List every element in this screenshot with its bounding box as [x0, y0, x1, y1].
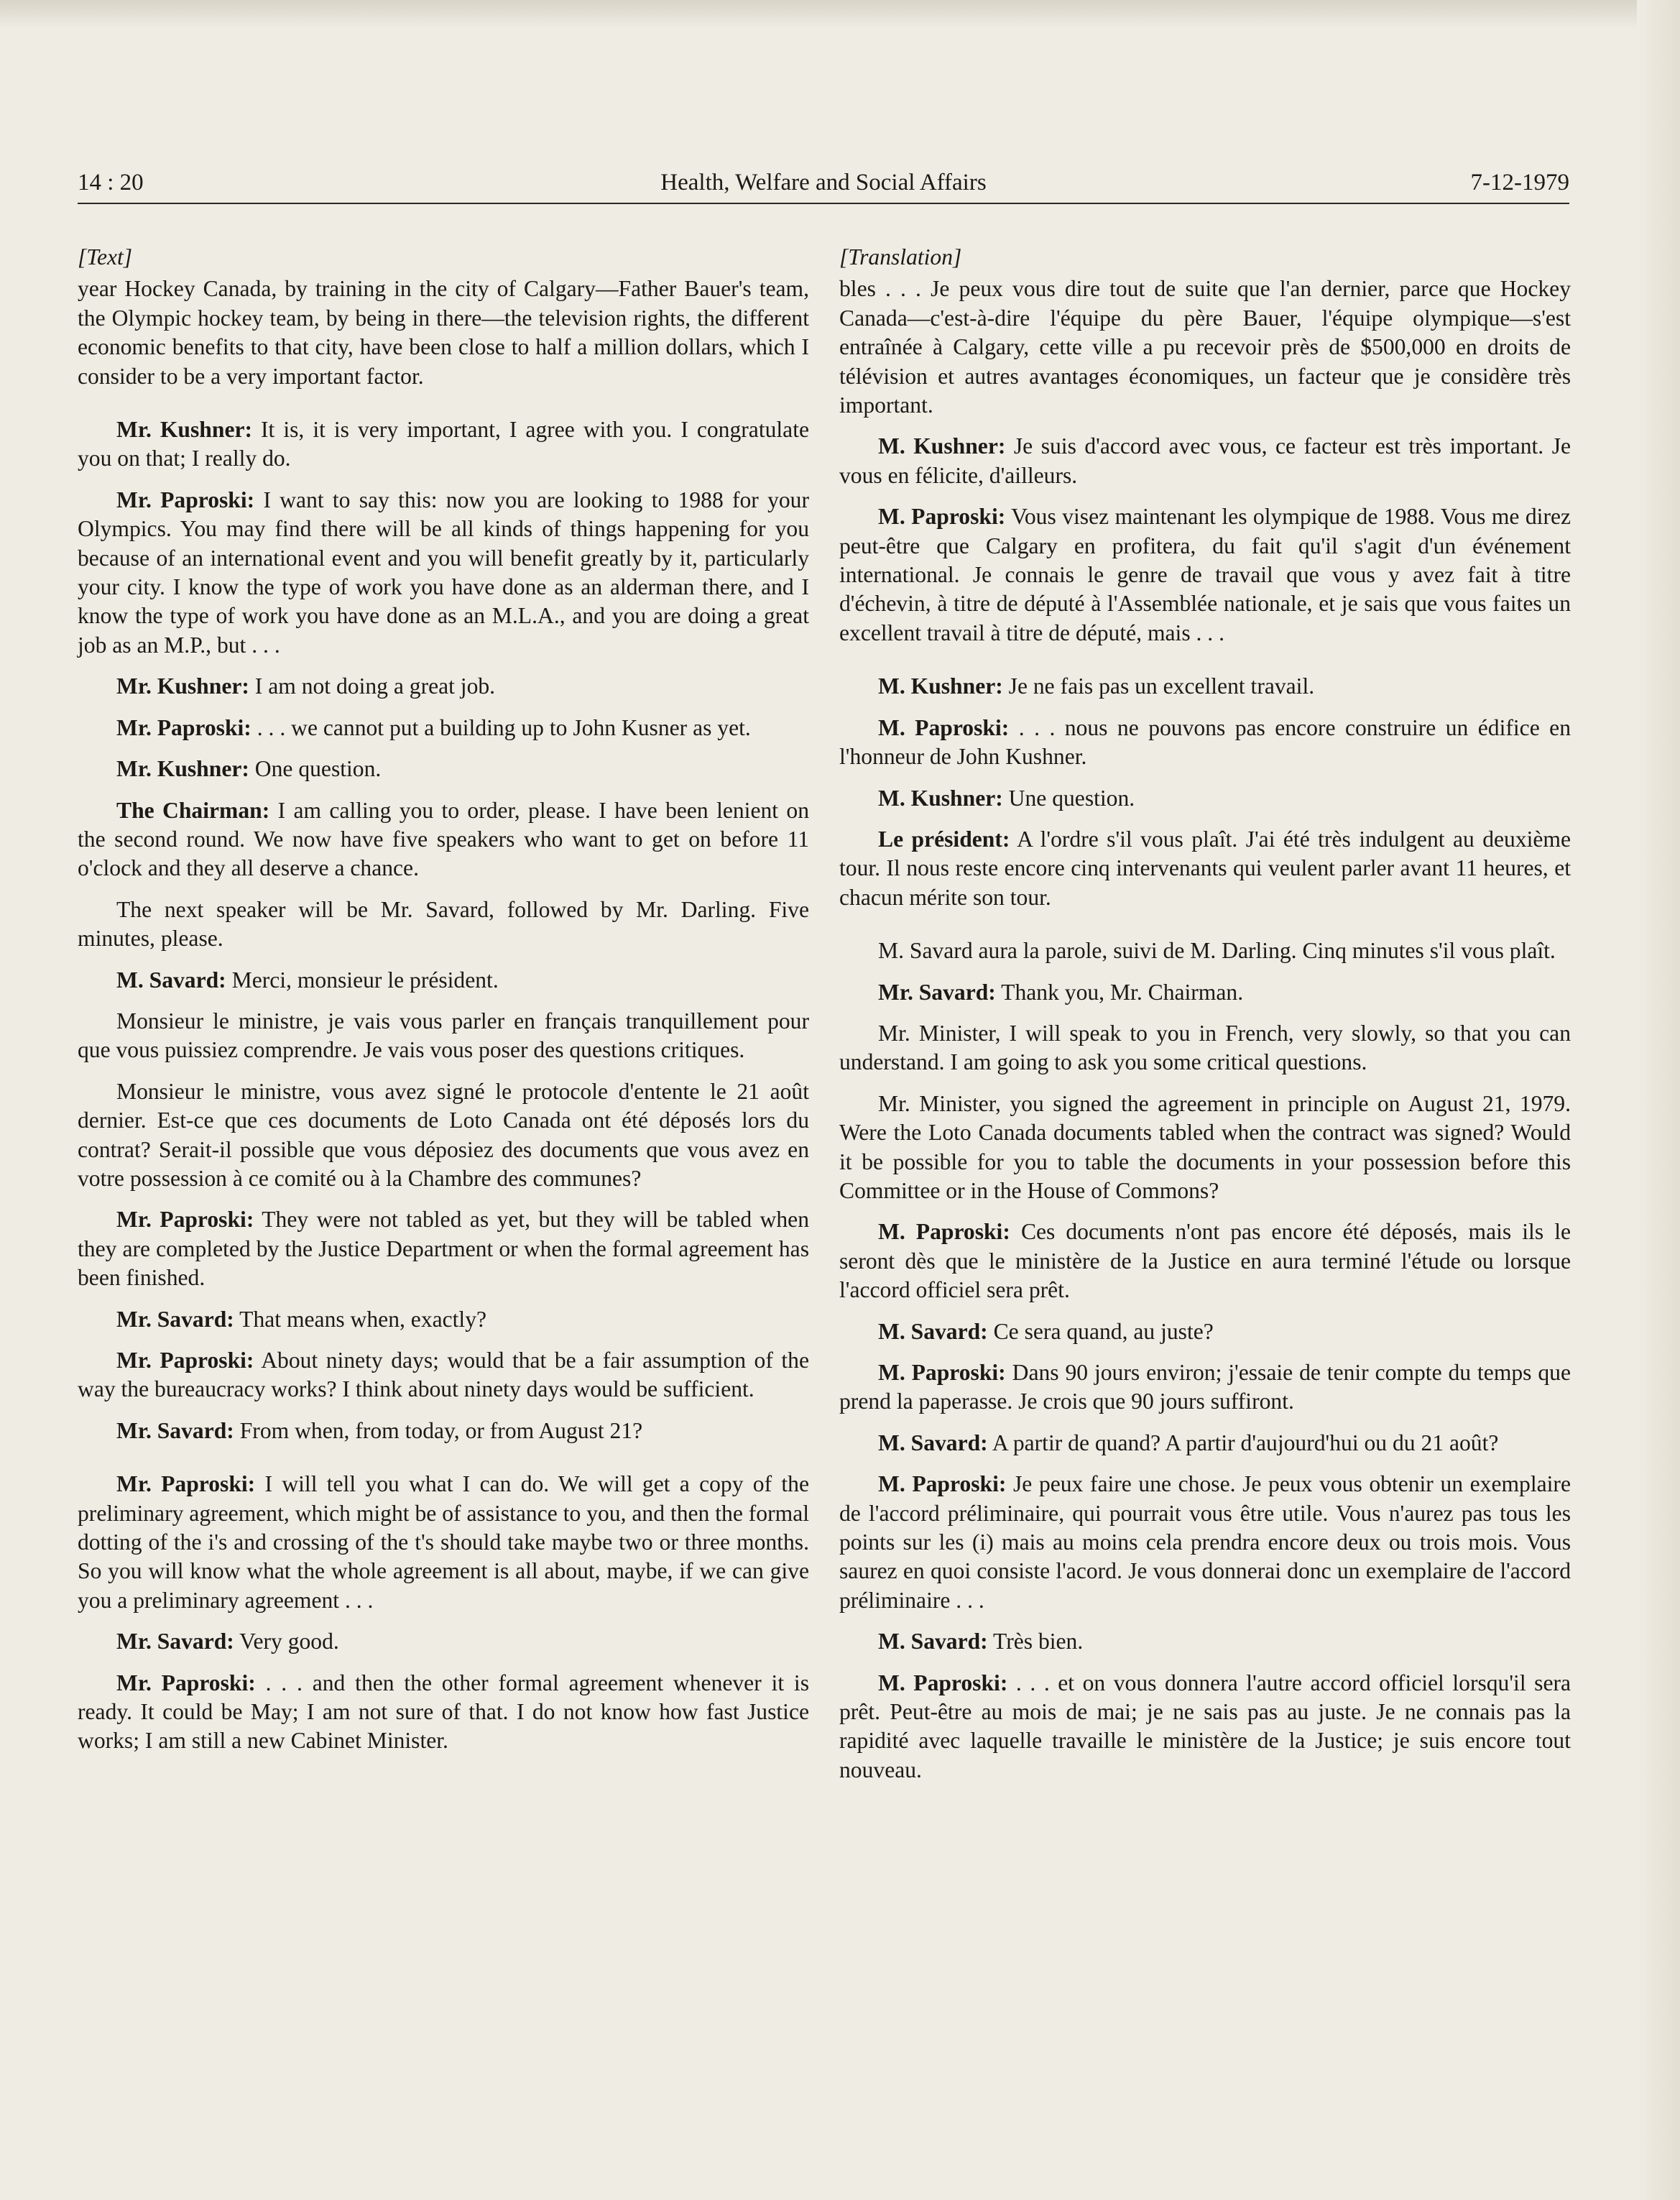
transcript-paragraph	[78, 1417, 809, 1445]
speaker-name: M. Kushner:	[878, 785, 1003, 811]
french-column	[839, 243, 1571, 1797]
page-header	[78, 167, 1569, 203]
speaker-name: Mr. Paproski:	[116, 1207, 254, 1233]
transcript-paragraph	[78, 1305, 809, 1334]
transcript-paragraph	[839, 672, 1571, 701]
speaker-name: M. Savard:	[878, 1318, 988, 1344]
transcript-paragraph	[839, 978, 1571, 1007]
paragraph-text: Mr. Minister, you signed the agreement in principle on August 21, 1979. Were the Loto Canada documents tabled when the contract was signed? Would it be possible for you to table the documents in your possession before this Committee or in the House of Commons?	[839, 1090, 1571, 1203]
page-right-edge	[1637, 0, 1680, 2200]
transcript-paragraph	[78, 486, 809, 660]
speaker-name: M. Paproski:	[878, 1360, 1006, 1385]
paragraph-text: Merci, monsieur le président.	[231, 967, 499, 993]
transcript-paragraph	[839, 1429, 1571, 1458]
speaker-name: M. Savard:	[878, 1430, 988, 1455]
paragraph-text: Very good.	[239, 1629, 339, 1654]
page-top-bleed	[0, 0, 1680, 29]
paragraph-text: From when, from today, or from August 21?	[239, 1417, 643, 1443]
paragraph-text: I am not doing a great job.	[254, 673, 496, 699]
paragraph-text: Mr. Minister, I will speak to you in French, very slowly, so that you can understand. I am going to ask you some critical questions.	[839, 1020, 1571, 1075]
transcript-paragraph	[839, 275, 1571, 420]
speaker-name: M. Kushner:	[878, 673, 1003, 699]
transcript-paragraph	[839, 1669, 1571, 1785]
speaker-name: Mr. Kushner:	[116, 673, 249, 699]
paragraph-text: Ces documents n'ont pas encore été déposés, mais ils le seront dès que le ministère de la Justice en aura terminé l'étude ou lorsque l'accord officiel sera prêt.	[839, 1219, 1571, 1303]
paragraph-text: bles . . . Je peux vous dire tout de suite que l'an dernier, parce que Hockey Canada—c'est-à-dire l'équipe du père Bauer, l'équipe olympique—s'est entraînée à Calgary, cette ville a pu recevoir près de $500,000 en droits de télévision et autres avantages économiques, un facteur que je considère très important.	[839, 276, 1571, 418]
speaker-name: Mr. Savard:	[116, 1306, 234, 1332]
speaker-name: Mr. Kushner:	[116, 417, 253, 443]
transcript-paragraph	[78, 755, 809, 783]
speaker-name: Mr. Paproski:	[116, 1471, 256, 1497]
speaker-name: M. Paproski:	[878, 714, 1010, 740]
transcript-paragraph	[78, 896, 809, 954]
paragraph-text: Monsieur le ministre, je vais vous parler en français tranquillement pour que vous puissiez comprendre. Je vais vous poser des questions critiques.	[78, 1008, 809, 1063]
column-tag: [Translation]	[839, 244, 962, 270]
paragraph-text: It is, it is very important, I agree with you. I congratulate you on that; I really do.	[78, 417, 809, 471]
speaker-name: M. Paproski:	[878, 504, 1006, 530]
paragraph-text: . . . we cannot put a building up to John Kusner as yet.	[257, 714, 751, 740]
paragraph-text: I will tell you what I can do. We will get a copy of the preliminary agreement, which might be of assistance to you, and then the formal dotting of the i's and crossing of the t's should take maybe two or three months. So you will know what the whole agreement is all about, maybe, if we can give you a preliminary agreement . . .	[78, 1471, 810, 1613]
transcript-paragraph	[839, 1317, 1571, 1346]
speaker-name: M. Kushner:	[878, 433, 1006, 459]
transcript-paragraph	[839, 1090, 1571, 1206]
transcript-paragraph	[839, 432, 1571, 490]
speaker-name: M. Savard:	[878, 1629, 988, 1654]
speaker-name: The Chairman:	[116, 797, 270, 823]
paragraph-text: One question.	[254, 756, 382, 782]
transcript-paragraph	[78, 415, 809, 474]
speaker-name: Mr. Paproski:	[116, 1348, 254, 1373]
transcript-paragraph	[78, 1205, 809, 1292]
paragraph-text: Dans 90 jours environ; j'essaie de tenir compte du temps que prend la paperasse. Je crois que 90 jours suffiront.	[839, 1360, 1571, 1414]
paragraph-text: That means when, exactly?	[239, 1306, 487, 1332]
column-tag: [Text]	[78, 244, 133, 270]
page-date: 7-12-1979	[1470, 170, 1569, 195]
transcript-paragraph	[78, 1470, 809, 1615]
speaker-name: Mr. Paproski:	[116, 487, 255, 512]
transcript-paragraph	[78, 1346, 809, 1404]
transcript-paragraph	[839, 502, 1571, 648]
transcript-paragraph	[839, 784, 1571, 813]
page-number: 14 : 20	[78, 170, 144, 195]
transcript-paragraph	[78, 1669, 809, 1756]
paragraph-text: Je peux faire une chose. Je peux vous obtenir un exemplaire de l'accord préliminaire, qui pourrait vous être utile. Vous n'aurez pas tous les points sur les (i) mais au moins cela prendra encore deux ou trois mois. Vous saurez en quoi consiste l'acord. Je vous donnerai donc un exemplaire de l'accord préliminaire . . .	[839, 1471, 1571, 1613]
paragraph-text: M. Savard aura la parole, suivi de M. Darling. Cinq minutes s'il vous plaît.	[878, 938, 1556, 964]
paragraph-text: Je suis d'accord avec vous, ce facteur est très important. Je vous en félicite, d'ailleurs.	[839, 433, 1571, 488]
transcript-paragraph	[839, 1358, 1571, 1417]
paragraph-text: They were not tabled as yet, but they will be tabled when they are completed by the Justice Department or when the formal agreement has been finished.	[78, 1207, 809, 1291]
paragraph-text: Vous visez maintenant les olympique de 1988. Vous me direz peut-être que Calgary en profitera, du fait qu'il s'agit d'un événement international. Je connais le genre de travail que vous y avez fait à titre d'échevin, à titre de député à l'Assemblée nationale, et je sais que vous faites un excellent travail à titre de député, mais . . .	[839, 504, 1571, 645]
speaker-name: M. Savard:	[116, 967, 226, 993]
speaker-name: Le président:	[878, 826, 1010, 852]
paragraph-text: About ninety days; would that be a fair assumption of the way the bureaucracy works? I think about ninety days would be sufficient.	[78, 1348, 809, 1402]
paragraph-text: . . . and then the other formal agreement whenever it is ready. It could be May; I am not sure of that. I do not know how fast Justice works; I am still a new Cabinet Minister.	[78, 1670, 809, 1754]
paragraph-text: Une question.	[1008, 785, 1135, 811]
transcript-paragraph	[78, 796, 809, 883]
paragraph-text: The next speaker will be Mr. Savard, followed by Mr. Darling. Five minutes, please.	[78, 896, 809, 952]
paragraph-text: year Hockey Canada, by training in the city of Calgary—Father Bauer's team, the Olympic hockey team, by being in there—the television rights, the different economic benefits to that city, have been close to half a million dollars, which I consider to be a very important factor.	[78, 276, 809, 389]
transcript-paragraph	[78, 1007, 809, 1065]
speaker-name: Mr. Savard:	[878, 979, 996, 1005]
transcript-paragraph	[78, 1077, 809, 1194]
speaker-name: M. Paproski:	[878, 1219, 1010, 1245]
paragraph-text: I want to say this: now you are looking to 1988 for your Olympics. You may find there will be all kinds of things happening for you because of an international event and you will benefit greatly by it, particularly your city. I know the type of work you have done as an alderman there, and I know the type of work you have done as an M.L.A., and you are doing a great job as an M.P., but . . .	[78, 487, 810, 658]
transcript-paragraph	[839, 1218, 1571, 1304]
transcript-paragraph	[839, 1470, 1571, 1615]
header-rule	[78, 203, 1569, 204]
paragraph-text: I am calling you to order, please. I have been lenient on the second round. We now have five speakers who want to get on before 11 o'clock and they all deserve a chance.	[78, 797, 809, 881]
publication-title: Health, Welfare and Social Affairs	[660, 170, 987, 195]
transcript-paragraph	[839, 1627, 1571, 1656]
transcript-paragraph	[78, 966, 809, 995]
transcript-paragraph	[839, 714, 1571, 772]
speaker-name: Mr. Savard:	[116, 1629, 234, 1654]
paragraph-text: Ce sera quand, au juste?	[993, 1318, 1214, 1344]
transcript-paragraph	[839, 936, 1571, 965]
transcript-paragraph	[78, 275, 809, 391]
speaker-name: M. Paproski:	[878, 1670, 1008, 1695]
transcript-paragraph	[78, 1627, 809, 1656]
paragraph-text: Thank you, Mr. Chairman.	[1001, 979, 1244, 1005]
speaker-name: Mr. Kushner:	[116, 756, 249, 782]
paragraph-text: Monsieur le ministre, vous avez signé le protocole d'entente le 21 août dernier. Est-ce que ces documents de Loto Canada ont été déposés lors du contrat? Serait-il possible que vous déposiez des documents que vous avez en votre possession à ce comité ou à la Chambre des communes?	[78, 1078, 809, 1191]
speaker-name: Mr. Savard:	[116, 1417, 234, 1443]
english-column	[78, 243, 809, 1768]
speaker-name: Mr. Paproski:	[116, 714, 251, 740]
paragraph-text: A partir de quand? A partir d'aujourd'hui ou du 21 août?	[992, 1430, 1499, 1455]
paragraph-text: Très bien.	[993, 1629, 1084, 1654]
transcript-paragraph	[78, 672, 809, 701]
transcript-paragraph	[78, 714, 809, 742]
paragraph-text: A l'ordre s'il vous plaît. J'ai été très indulgent au deuxième tour. Il nous reste encore cinq intervenants qui veulent parler avant 11 heures, et chacun mérite son tour.	[839, 826, 1571, 910]
speaker-name: Mr. Paproski:	[116, 1670, 256, 1695]
paragraph-text: . . . et on vous donnera l'autre accord officiel lorsqu'il sera prêt. Peut-être au mois de mai; je ne sais pas au juste. Je ne connais pas la rapidité avec laquelle travaille le ministère de la Justice; je suis encore tout nouveau.	[839, 1670, 1571, 1782]
paragraph-text: Je ne fais pas un excellent travail.	[1008, 673, 1315, 699]
transcript-paragraph	[839, 825, 1571, 912]
paragraph-text: . . . nous ne pouvons pas encore construire un édifice en l'honneur de John Kushner.	[839, 714, 1571, 770]
transcript-paragraph	[839, 1019, 1571, 1077]
speaker-name: M. Paproski:	[878, 1471, 1007, 1497]
